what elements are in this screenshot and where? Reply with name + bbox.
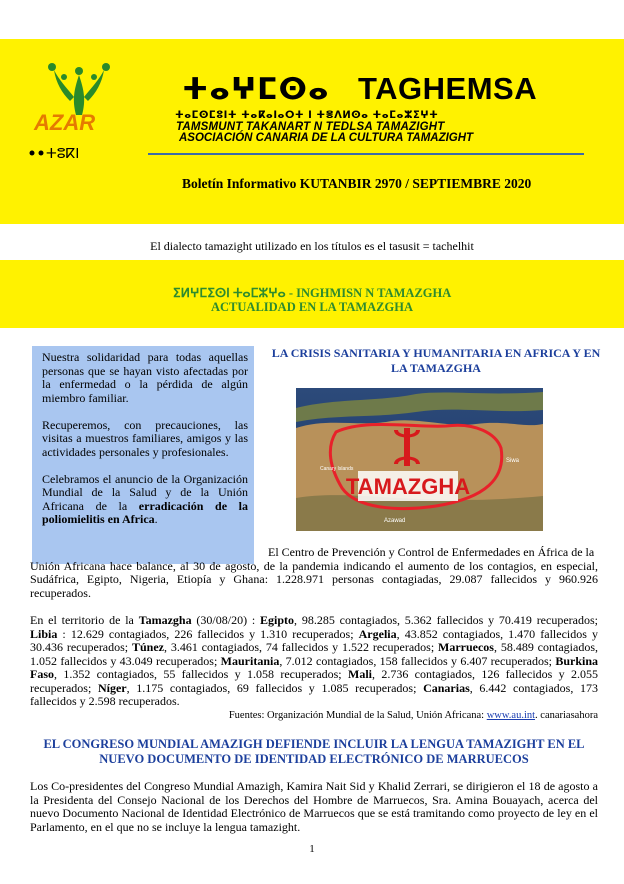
solidarity-box bbox=[32, 346, 254, 564]
country-name: Túnez bbox=[131, 640, 164, 654]
country-name: Marruecos bbox=[438, 640, 494, 654]
logo-text: AZAR bbox=[34, 110, 96, 135]
country-name: Mali bbox=[348, 667, 372, 681]
article-paragraph-africa bbox=[30, 546, 598, 600]
country-name: Canarias bbox=[423, 680, 470, 695]
tamazgha-map-image bbox=[296, 388, 543, 531]
country-name: Burkina Faso bbox=[30, 653, 599, 681]
section-title-tifinagh: ⵉⵍⵖⵎⵉⵙⵏ ⵜⴰⵎⵣⵖⴰ bbox=[172, 286, 286, 300]
polio-paragraph: Celebramos el anuncio de la Organización Mundial de la Salud y de la Unión Africana de la erradicación de la poliomielitis en Africa. bbox=[42, 471, 248, 526]
section-title-latin: - INGHMISN N TAMAZGHA bbox=[285, 286, 452, 300]
header-divider bbox=[148, 153, 584, 155]
subtitle-tamazight: TAMSMUNT TAKANART N TEDLSA TAMAZIGHT bbox=[176, 121, 445, 133]
article-title: LA CRISIS SANITARIA Y HUMANITARIA EN AFRICA Y EN LA TAMAZGHA bbox=[271, 346, 601, 375]
country-name: Libia bbox=[30, 626, 58, 641]
map-label-tamazgha: TAMAZGHA bbox=[345, 474, 471, 499]
sources-line: Fuentes: Organización Mundial de la Salud, Unión Africana: www.au.int. canariasahora bbox=[228, 710, 598, 721]
article-paragraph-africa-rest: Unión Africana hace balance, al 30 de agosto, de la pandemia indicando el aumento de los contagios, en especial, Sudáfrica, Egipto, Nigeria, Etiopía y Ghana: 1.228.971 personas contagiadas, 29.087 fallecidos y 960.926 recuperados. bbox=[30, 558, 598, 600]
article-paragraph-tamazgha: En el territorio de la Tamazgha (30/08/20) : Egipto, 98.285 contagiados, 5.362 fallecidos y 70.419 recuperados; Libia : 12.629 contagiados, 226 fallecidos y 1.310 recuperados; Argelia, 43.852 contagiados, 1.470 fallecidos y 30.436 recuperados; Túnez, 3.461 contagiados, 74 fallecidos y 1.522 recuperados; Marruecos, 58.489 contagiados, 1.052 fallecidos y 43.049 recuperados; Mauritania, 7.012 contagiados, 158 fallecidos y 6.407 recuperados; Burkina Faso, 1.352 contagiados, 55 fallecidos y 1.058 recuperados; Mali, 2.736 contagiados, 126 fallecidos y 2.055 recuperados; Níger, 1.175 contagiados, 69 fallecidos y 1.085 recuperados; Canarias, 6.442 contagiados, 173 fallecidos y 2.598 recuperados. bbox=[30, 613, 599, 708]
country-name: Mauritania bbox=[220, 653, 280, 668]
section-title bbox=[0, 285, 624, 301]
title-tifinagh: ⵜⴰⵖⵎⵙⴰ bbox=[182, 72, 330, 107]
map-label-azawad: Azawad bbox=[384, 518, 406, 524]
section-title-spanish: ACTUALIDAD EN LA TAMAZGHA bbox=[211, 300, 413, 314]
polio-highlight: erradicación de la poliomielitis en Africa bbox=[42, 498, 248, 526]
country-name: Argelia bbox=[358, 626, 397, 641]
recovery-paragraph: Recuperemos, con precauciones, las visitas a muestros familiares, amigos y las actividades personales y profesionales. bbox=[42, 417, 248, 459]
azar-logo bbox=[24, 55, 134, 175]
article-paragraph-africa-line1: El Centro de Prevención y Control de Enfermedades en África de la bbox=[268, 545, 595, 559]
country-name: Egipto bbox=[260, 613, 295, 627]
map-label-canary: Canary Islands bbox=[320, 466, 354, 472]
map-label-siwa: Siwa bbox=[506, 458, 520, 464]
title-latin: TAGHEMSA bbox=[358, 71, 538, 106]
country-name: Níger bbox=[97, 680, 127, 695]
bulletin-title: Boletín Informativo KUTANBIR 2970 / SEPTIEMBRE 2020 bbox=[182, 176, 532, 191]
solidarity-paragraph: Nuestra solidaridad para todas aquellas personas que se hayan visto afectadas por la enfermedad o la pérdida de algún miembro familiar. bbox=[42, 350, 248, 405]
dialect-note: El dialecto tamazight utilizado en los títulos es el tasusit = tachelhit bbox=[150, 239, 474, 253]
au-link[interactable]: www.au.int bbox=[486, 710, 536, 721]
svg-text:ⵜⵓⴽⵏ: ⵜⵓⴽⵏ bbox=[46, 146, 80, 162]
subtitle-spanish: ASOCIACIÓN CANARIA DE LA CULTURA TAMAZIGHT bbox=[179, 132, 474, 144]
page-number: 1 bbox=[309, 843, 315, 855]
subtitle-tifinagh: ⵜⴰⵎⵙⵎⵓⵏⵜ ⵜⴰⴽⴰⵏⴰⵔⵜ ⵏ ⵜⴻⴷⵍⵙⴰ ⵜⴰⵎⴰⵣⵉⵖⵜ bbox=[175, 110, 439, 121]
article2-title: EL CONGRESO MUNDIAL AMAZIGH DEFIENDE INCLUIR LA LENGUA TAMAZIGHT EN EL NUEVO DOCUMENTO DE IDENTIDAD ELECTRÓNICO DE MARRUECOS bbox=[43, 737, 585, 766]
article2-paragraph: Los Co-presidentes del Congreso Mundial Amazigh, Kamira Nait Sid y Khalid Zerrari, se dirigieron el 18 de agosto a la Presidenta del Consejo Nacional de los Derechos del Hombre de Marruecos, Sra. Amina Bouayach, acerca del nuevo Documento Nacional de Identidad Electrónico de Marruecos que se está tramitando como proyecto de ley en el Parlamento, en el que no se incluye la lengua tamazight. bbox=[30, 779, 598, 834]
